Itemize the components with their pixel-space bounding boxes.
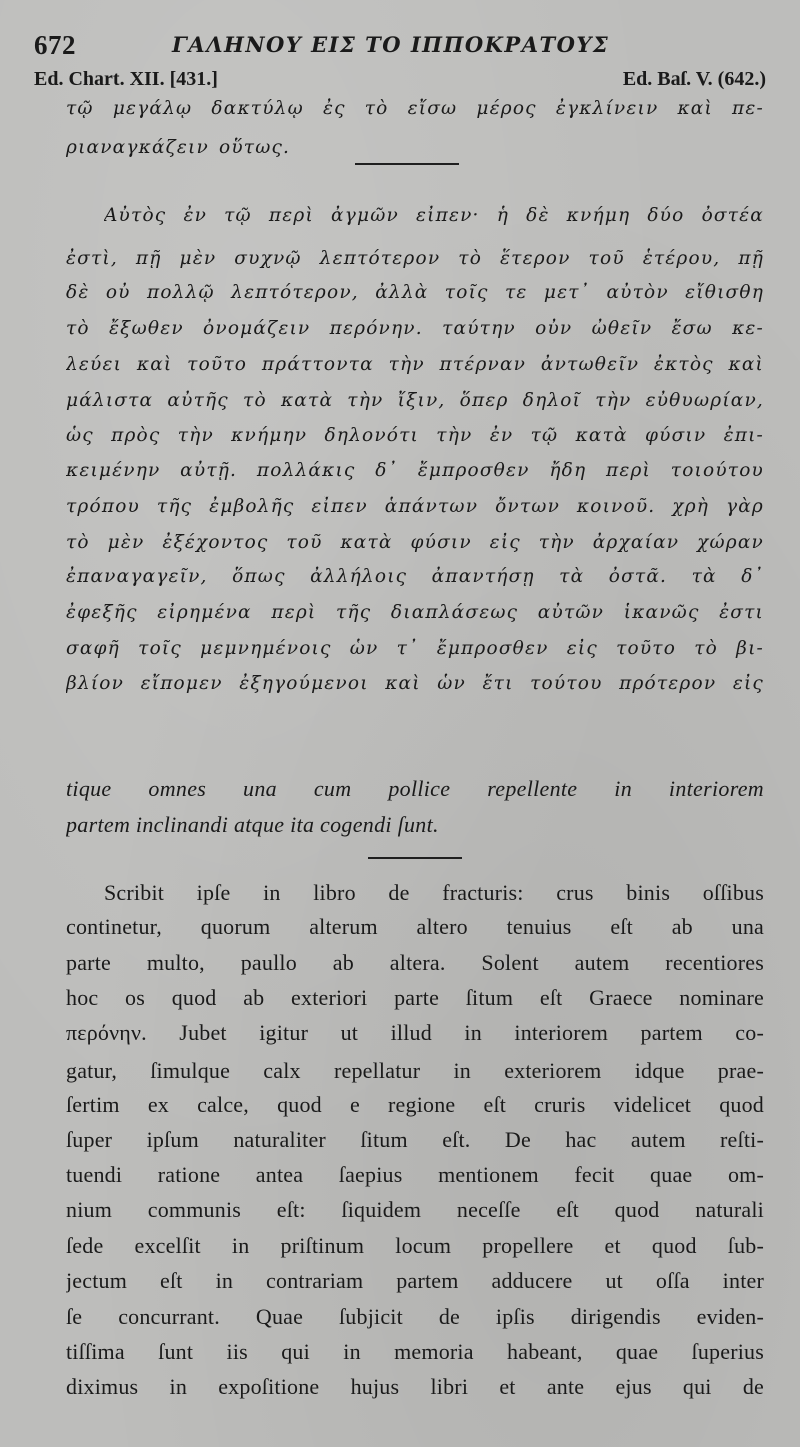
latin-line: ſe concurrant. Quae ſubjicit de ipſis dirigendis eviden- (66, 1304, 764, 1329)
latin-line: tiſſima ſunt iis qui in memoria habeant, quae ſuperius (66, 1339, 764, 1364)
page-number: 672 (34, 30, 76, 60)
latin-line: parte multo, paullo ab altera. Solent autem recentiores (66, 950, 764, 975)
greek-line: τὸ μὲν ἐξέχοντος τοῦ κατὰ φύσιν εἰς τὴν ἀρχαίαν χώραν (66, 532, 764, 553)
latin-line: ſuper ipſum naturaliter ſitum eſt. De hac autem reſti- (66, 1127, 764, 1152)
latin-line: περόνην. Jubet igitur ut illud in interiorem partem co- (66, 1020, 764, 1045)
latin-line: ſede excelſit in priſtinum locum propellere et quod ſub- (66, 1233, 764, 1258)
latin-line: nium communis eſt: ſiquidem neceſſe eſt quod naturali (66, 1197, 764, 1222)
greek-line: Αὐτὸς ἐν τῷ περὶ ἀγμῶν εἶπεν· ἡ δὲ κνήμη δύο ὀστέα (104, 205, 764, 226)
greek-line: δὲ οὐ πολλῷ λεπτότερον, ἀλλὰ τοῖς τε μετ᾽ αὐτὸν εἴθισθη (66, 282, 764, 303)
greek-line: κειμένην αὐτῇ. πολλάκις δ᾽ ἔμπροσθεν ἤδη περὶ τοιούτου (66, 460, 764, 481)
latin-italic-line: partem inclinandi atque ita cogendi ſunt. (66, 812, 439, 837)
edition-references (34, 68, 766, 98)
edition-chartier: Ed. Chart. XII. [431.] (34, 68, 218, 90)
greek-line: μάλιστα αὐτῆς τὸ κατὰ τὴν ἴξιν, ὅπερ δηλοῖ τὴν εὐθυωρίαν, (66, 390, 764, 411)
latin-line: hoc os quod ab exteriori parte ſitum eſt Graece nominare (66, 985, 764, 1010)
greek-line: σαφῆ τοῖς μεμνημένοις ὧν τ᾽ ἔμπροσθεν εἰς τοῦτο τὸ βι- (66, 638, 764, 659)
latin-line: tuendi ratione antea ſaepius mentionem fecit quae om- (66, 1162, 764, 1187)
greek-line: ἐφεξῆς εἰρημένα περὶ τῆς διαπλάσεως αὐτῶν ἱκανῶς ἐστι (66, 602, 764, 623)
running-title: ΓΑΛΗΝΟΥ ΕΙΣ ΤΟ ΙΠΠΟΚΡΑΤΟΥΣ (172, 32, 610, 57)
page-header (34, 30, 774, 66)
greek-line: τῷ μεγάλῳ δακτύλῳ ἐς τὸ εἴσω μέρος ἐγκλίνειν καὶ πε- (66, 98, 764, 119)
latin-line: diximus in expoſitione hujus libri et ante ejus qui de (66, 1374, 764, 1399)
greek-line: ἐστὶ, πῇ μὲν συχνῷ λεπτότερον τὸ ἕτερον τοῦ ἑτέρου, πῇ (66, 248, 764, 269)
section-divider (355, 163, 459, 165)
section-divider (368, 857, 462, 859)
latin-italic-line: tique omnes una cum pollice repellente in interiorem (66, 776, 764, 801)
greek-line: ἐπαναγαγεῖν, ὅπως ἀλλήλοις ἀπαντήσῃ τὰ ὀστᾶ. τὰ δ᾽ (66, 566, 764, 587)
greek-line: τὸ ἔξωθεν ὀνομάζειν περόνην. ταύτην οὖν ὠθεῖν ἔσω κε- (66, 318, 764, 339)
greek-line: βλίον εἴπομεν ἐξηγούμενοι καὶ ὧν ἔτι τούτου πρότερον εἰς (66, 673, 764, 694)
greek-line: λεύει καὶ τοῦτο πράττοντα τὴν πτέρναν ἀντωθεῖν ἐκτὸς καὶ (66, 354, 764, 375)
latin-line: continetur, quorum alterum altero tenuius eſt ab una (66, 914, 764, 939)
latin-line: Scribit ipſe in libro de fracturis: crus binis oſſibus (104, 880, 764, 905)
greek-line: ὡς πρὸς τὴν κνήμην δηλονότι τὴν ἐν τῷ κατὰ φύσιν ἐπι- (66, 425, 764, 446)
latin-line: ſertim ex calce, quod e regione eſt cruris videlicet quod (66, 1092, 764, 1117)
edition-basel: Ed. Baſ. V. (642.) (622, 68, 766, 90)
latin-line: gatur, ſimulque calx repellatur in exteriorem idque prae- (66, 1058, 764, 1083)
greek-line: ριαναγκάζειν οὕτως. (66, 137, 291, 158)
greek-line: τρόπου τῆς ἐμβολῆς εἶπεν ἁπάντων ὄντων κοινοῦ. χρὴ γὰρ (66, 496, 764, 517)
latin-line: jectum eſt in contrariam partem adducere ut oſſa inter (66, 1268, 764, 1293)
